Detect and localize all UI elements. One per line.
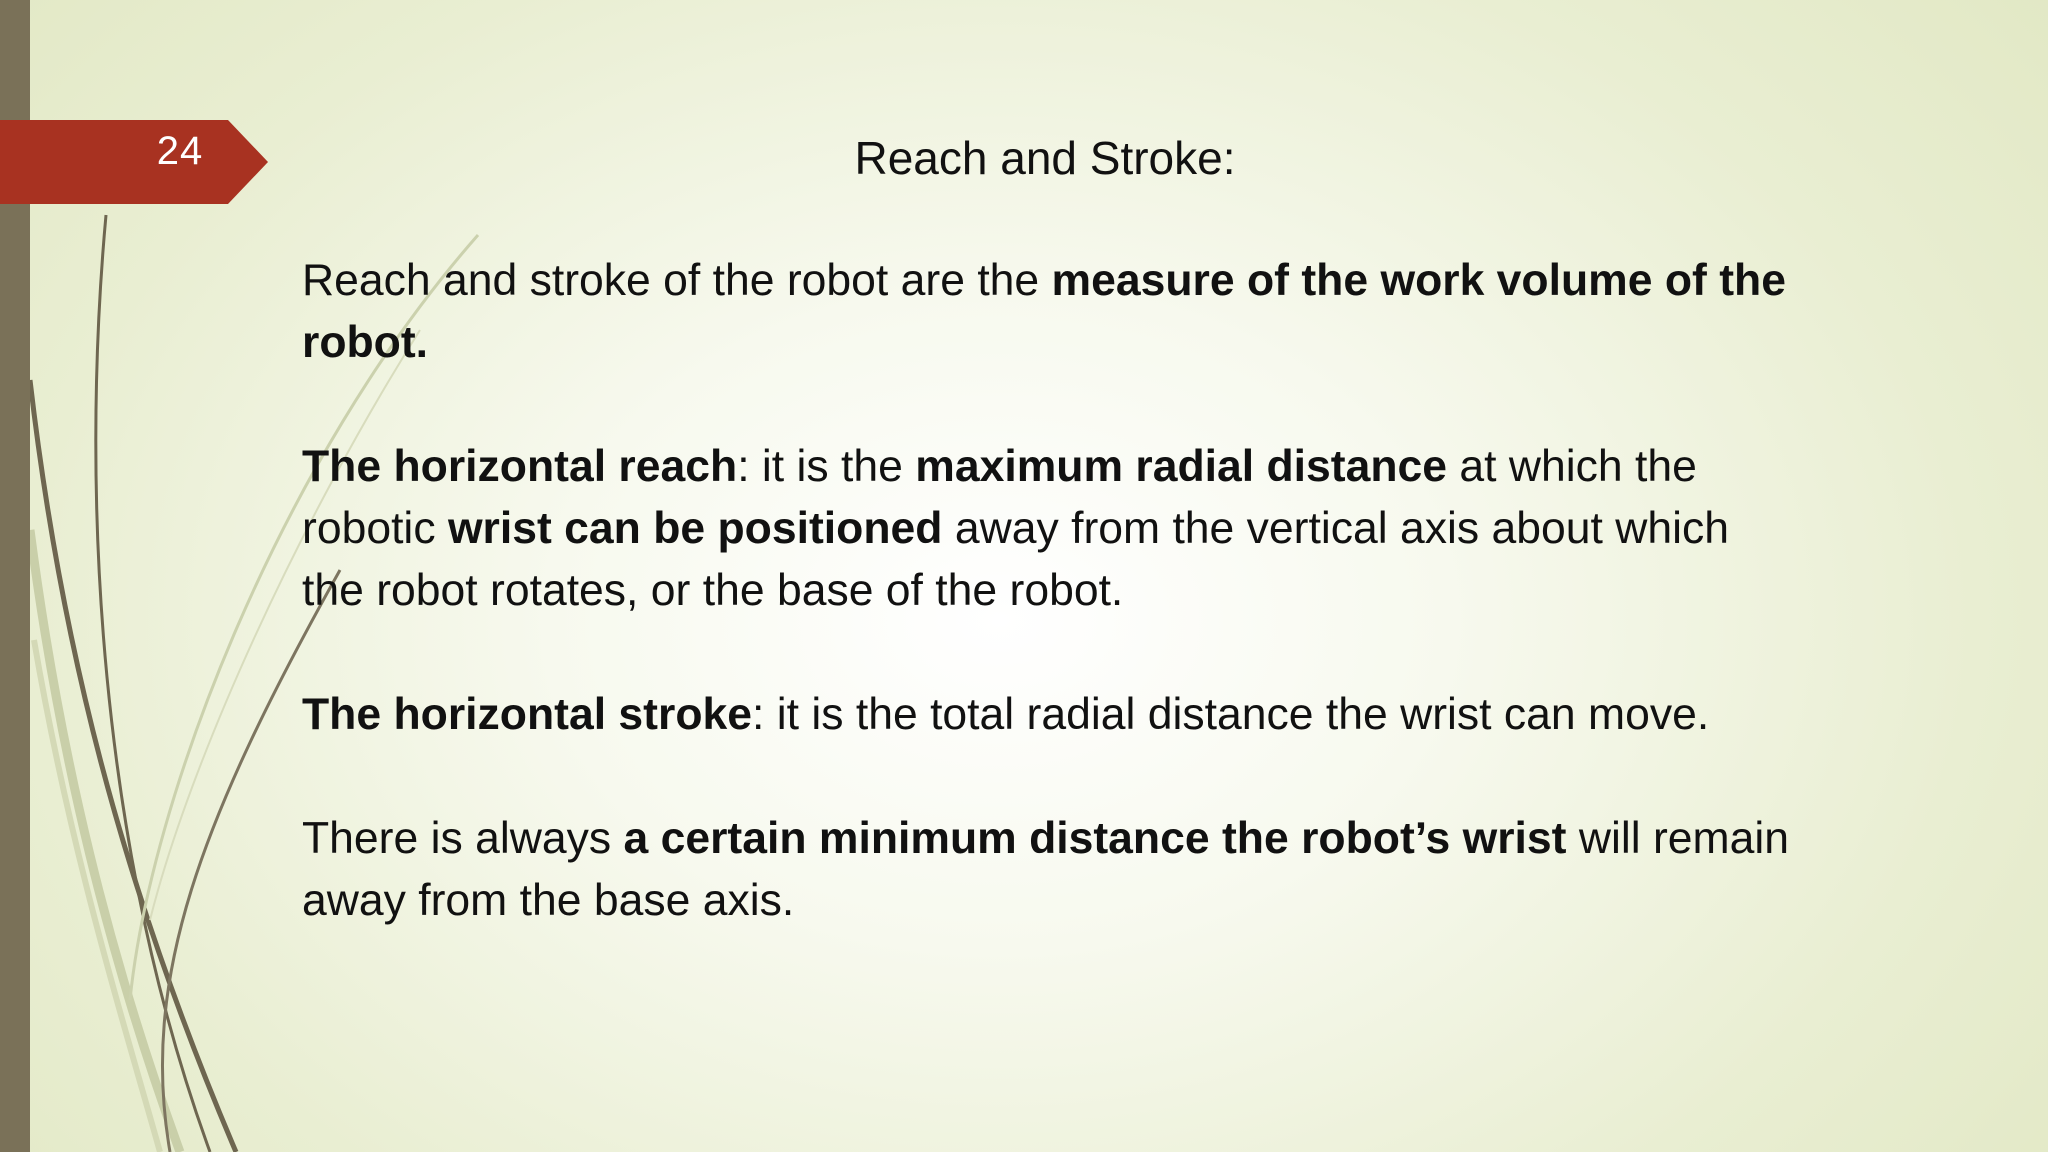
bold-text-run: The horizontal stroke (302, 690, 752, 739)
text-run: : it is the total radial distance the wrist can move. (752, 690, 1710, 739)
slide-body (302, 250, 1802, 994)
body-paragraph (302, 250, 1802, 374)
swoosh-curve-2 (96, 215, 210, 1152)
bold-text-run: a certain minimum distance the robot’s wrist (623, 814, 1567, 863)
bold-text-run: wrist can be positioned (447, 504, 943, 553)
text-run: Reach and stroke of the robot are the (302, 256, 1052, 305)
text-run: away from the vertical axis about which the robot rotates, or the base of the robot. (302, 504, 1729, 615)
bold-text-run: maximum radial distance (915, 442, 1448, 491)
text-run: will remain away from the base axis. (302, 814, 1789, 925)
text-run: There is always (302, 814, 624, 863)
text-run: at which the robotic (302, 442, 1697, 553)
slide-title: Reach and Stroke: (854, 132, 1236, 184)
slide-number: 24 (156, 129, 204, 173)
body-paragraph (302, 436, 1802, 622)
body-paragraph (302, 808, 1802, 932)
bold-text-run: measure of the work volume of the robot. (302, 256, 1786, 367)
bold-text-run: The horizontal reach (302, 442, 738, 491)
text-run: : it is the (737, 442, 916, 491)
body-paragraph (302, 684, 1802, 746)
swoosh-curve-3 (30, 530, 180, 1152)
